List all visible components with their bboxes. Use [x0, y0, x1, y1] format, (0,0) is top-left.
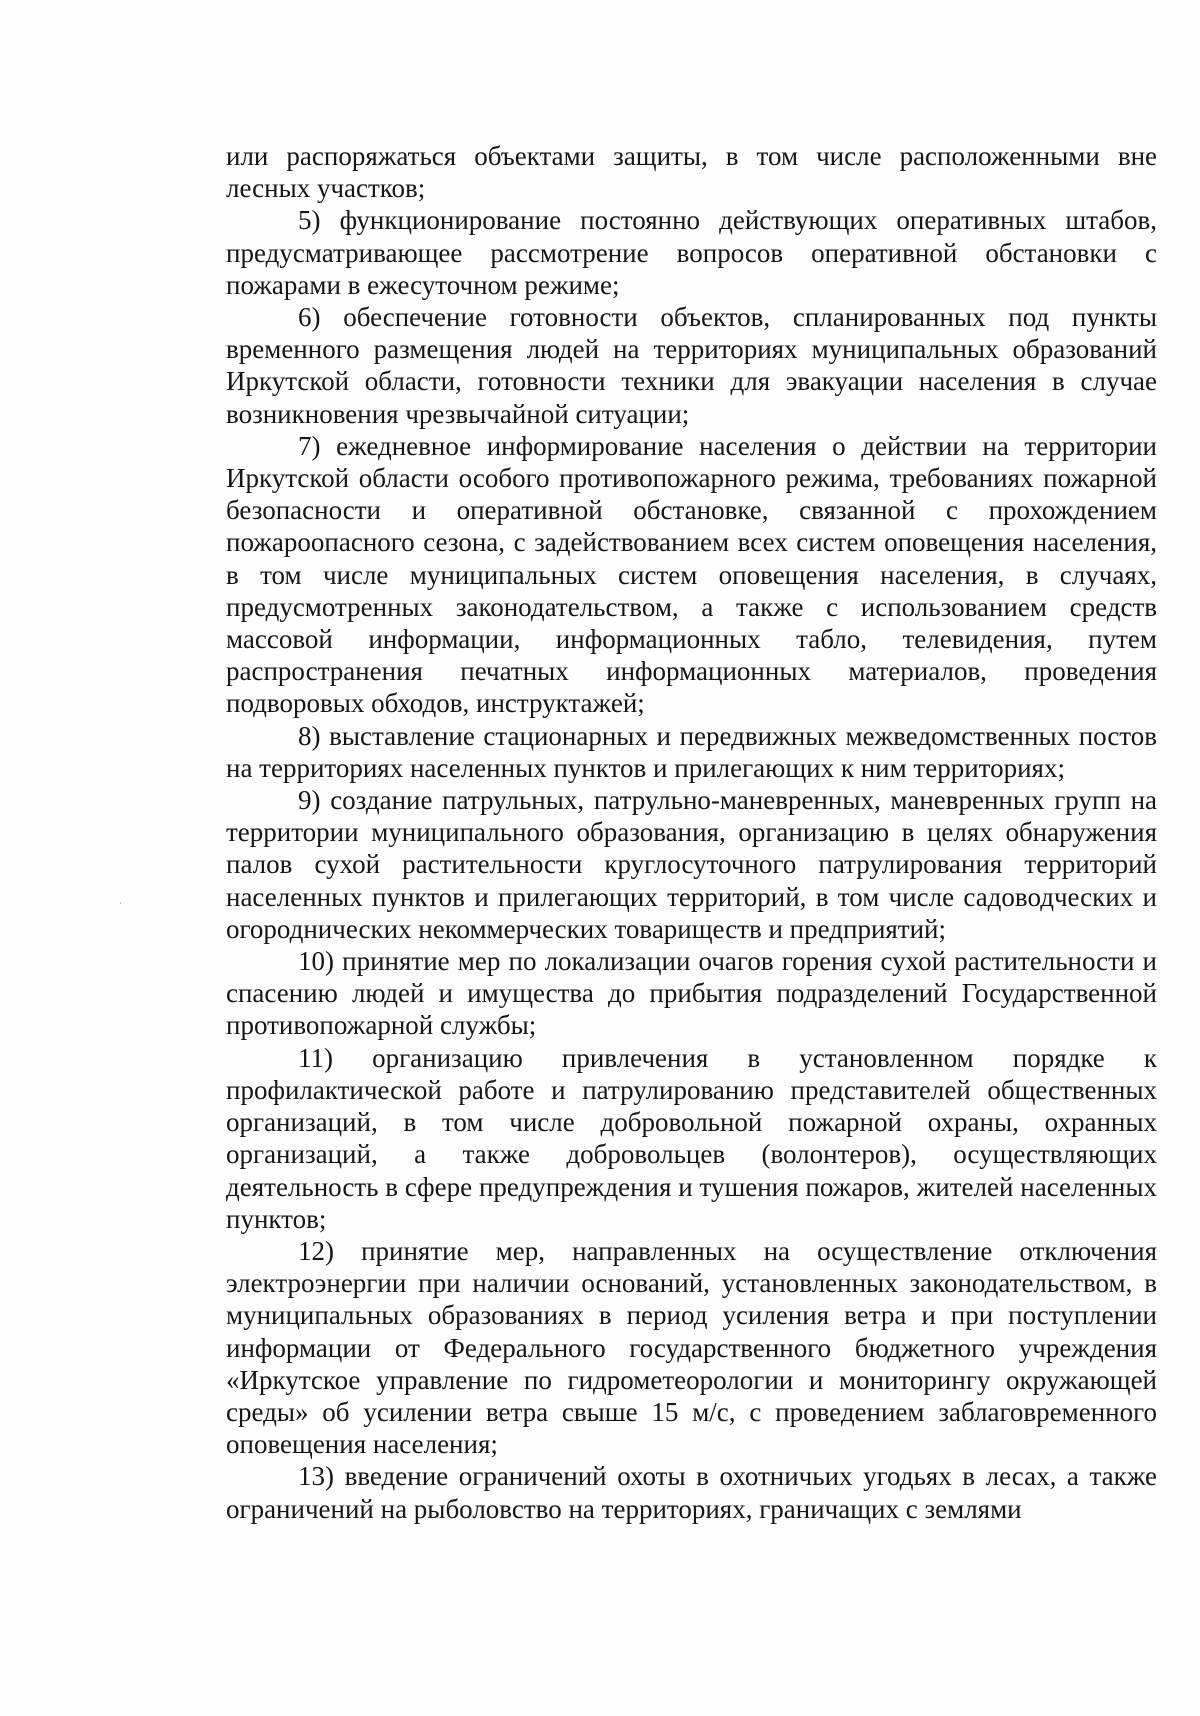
document-body	[226, 140, 1157, 1525]
paragraph-item-10: 10) принятие мер по локализации очагов горения сухой растительности и спасению людей и имущества до прибытия подразделений Государственной противопожарной службы;	[226, 946, 1157, 1041]
paragraph-item-6: 6) обеспечение готовности объектов, спланированных под пункты временного размещения людей на территориях муниципальных образований Иркутской области, готовности техники для эвакуации населения в случае возникновения чрезвычайной ситуации;	[226, 302, 1157, 429]
paragraph-item-12: 12) принятие мер, направленных на осуществление отключения электроэнергии при наличии оснований, установленных законодательством, в муниципальных образованиях в период усиления ветра и при поступлении информации от Федерального государственного бюджетного учреждения «Иркутское управление по гидрометеорологии и мониторингу окружающей среды» об усилении ветра свыше 15 м/с, с проведением заблаговременного оповещения населения;	[226, 1235, 1157, 1460]
paragraph-item-13: 13) введение ограничений охоты в охотничьих угодьях в лесах, а также ограничений на рыболовство на территориях, граничащих с землями	[226, 1461, 1157, 1524]
scan-artifact	[120, 902, 121, 904]
paragraph-item-7: 7) ежедневное информирование населения о действии на территории Иркутской области особого противопожарного режима, требованиях пожарной безопасности и оперативной обстановке, связанной с прохождением пожароопасного сезона, с задействованием всех систем оповещения населения, в том числе муниципальных систем оповещения населения, в случаях, предусмотренных законодательством, а также с использованием средств массовой информации, информационных табло, телевидения, путем распространения печатных информационных материалов, проведения подворовых обходов, инструктажей;	[226, 430, 1157, 719]
paragraph-continuation: или распоряжаться объектами защиты, в том числе расположенными вне лесных участков;	[226, 141, 1157, 204]
paragraph-item-5: 5) функционирование постоянно действующих оперативных штабов, предусматривающее рассмотрение вопросов оперативной обстановки с пожарами в ежесуточном режиме;	[226, 205, 1157, 300]
paragraph-item-8: 8) выставление стационарных и передвижных межведомственных постов на территориях населенных пунктов и прилегающих к ним территориях;	[226, 720, 1157, 783]
paragraph-item-9: 9) создание патрульных, патрульно-маневренных, маневренных групп на территории муниципального образования, организацию в целях обнаружения палов сухой растительности круглосуточного патрулирования территорий населенных пунктов и прилегающих территорий, в том числе садоводческих и огороднических некоммерческих товариществ и предприятий;	[226, 785, 1157, 944]
paragraph-item-11: 11) организацию привлечения в установленном порядке к профилактической работе и патрулированию представителей общественных организаций, в том числе добровольной пожарной охраны, охранных организаций, а также добровольцев (волонтеров), осуществляющих деятельность в сфере предупреждения и тушения пожаров, жителей населенных пунктов;	[226, 1042, 1157, 1234]
